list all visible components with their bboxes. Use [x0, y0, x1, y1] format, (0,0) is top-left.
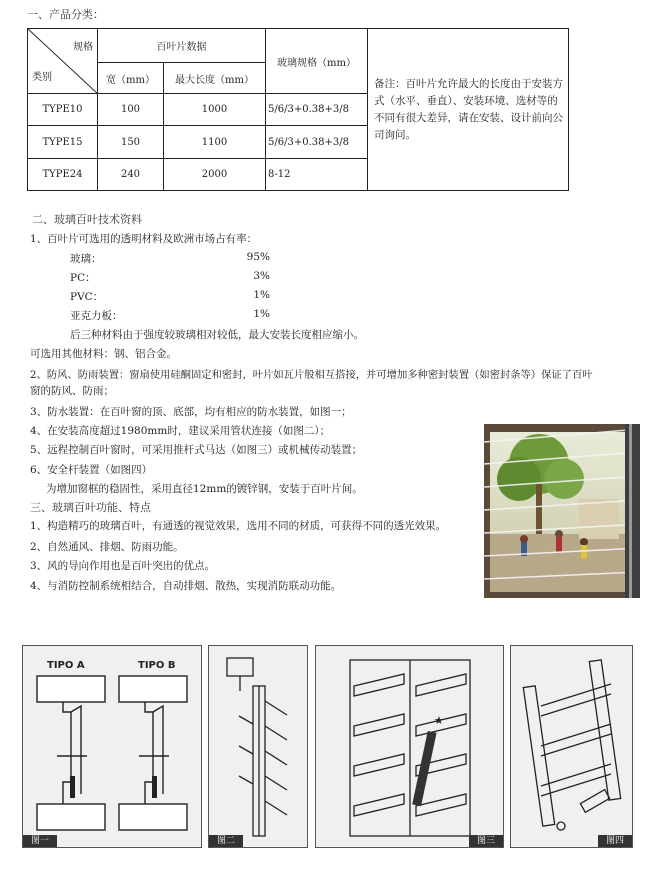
push-rod-motor-drawing — [316, 646, 503, 847]
cell-glass: 5/6/3+0.38+3/8 — [266, 126, 368, 159]
header-glass: 玻璃规格（mm） — [266, 29, 368, 94]
section3-item: 2、自然通风、排烟、防雨功能。 — [30, 541, 184, 553]
tube-connection-drawing — [209, 646, 307, 847]
section3-item: 3、风的导向作用也是百叶突出的优点。 — [30, 560, 216, 572]
figure3-label: 图三 — [469, 835, 503, 847]
section2-item5: 5、远程控制百叶窗时，可采用推杆式马达（如图三）或机械传动装置； — [30, 444, 363, 456]
cell-type: TYPE15 — [28, 126, 98, 159]
material-name: 亚克力板： — [70, 310, 123, 322]
section3-title: 三、玻璃百叶功能、特点 — [30, 501, 151, 514]
material-name: PVC： — [70, 291, 104, 303]
section2-item2-line2: 窗的防风、防雨； — [30, 385, 114, 397]
cell-glass: 5/6/3+0.38+3/8 — [266, 94, 368, 126]
section2-item1: 1、百叶片可选用的透明材料及欧洲市场占有率： — [30, 233, 258, 245]
tipo-a-label: TIPO A — [47, 660, 85, 671]
section2-title: 二、玻璃百叶技术资料 — [32, 213, 142, 226]
material-share: 3% — [253, 270, 270, 282]
cell-type: TYPE10 — [28, 94, 98, 126]
header-width: 宽（mm） — [98, 63, 164, 94]
section2-item6-detail: 为增加窗框的稳固性，采用直径12mm的镀锌钢，安装于百叶片间。 — [46, 483, 363, 495]
material-share: 1% — [253, 289, 270, 301]
material-share: 1% — [253, 308, 270, 320]
cell-width: 100 — [98, 94, 164, 126]
cell-max-length: 1000 — [164, 94, 266, 126]
material-name: 玻璃： — [70, 253, 102, 265]
tipo-b-label: TIPO B — [138, 660, 176, 671]
figure4-panel — [510, 645, 633, 848]
header-category: 类别 — [32, 72, 52, 83]
header-max-length: 最大长度（mm） — [164, 63, 266, 94]
section2-item4: 4、在安装高度超过1980mm时，建议采用管状连接（如图二）； — [30, 425, 331, 437]
figure1-label: 图一 — [23, 835, 57, 847]
louvre-window-photo — [484, 424, 640, 598]
figure1-panel — [22, 645, 202, 848]
material-share: 95% — [246, 251, 270, 263]
section3-item: 4、与消防控制系统相结合，自动排烟、散热，实现消防联动功能。 — [30, 580, 342, 592]
cell-max-length: 1100 — [164, 126, 266, 159]
table-note: 备注：百叶片允许最大的长度由于安装方式（水平、垂直）、安装环境、选材等的不同有很大差异，请在安装、设计前向公司询问。 — [368, 29, 569, 191]
figure4-label: 图四 — [598, 835, 632, 847]
cell-type: TYPE24 — [28, 159, 98, 191]
other-materials: 可选用其他材料：钢、铝合金。 — [30, 348, 177, 360]
section2-item6: 6、安全杆装置（如图四） — [30, 464, 153, 476]
figure2-label: 图二 — [209, 835, 243, 847]
svg-text:★: ★ — [434, 714, 444, 727]
figure2-panel — [208, 645, 308, 848]
safety-bar-drawing — [511, 646, 632, 847]
section1-title: 一、产品分类： — [27, 8, 104, 21]
cell-glass: 8-12 — [266, 159, 368, 191]
section2-item3: 3、防水装置：在百叶窗的顶、底部，均有相应的防水装置，如图一； — [30, 406, 352, 418]
figure3-panel — [315, 645, 504, 848]
materials-note: 后三种材料由于强度较玻璃相对较低，最大安装长度相应缩小。 — [70, 329, 364, 341]
product-spec-table — [27, 28, 569, 191]
waterproof-section-drawing — [23, 646, 201, 847]
header-spec: 规格 — [73, 42, 93, 53]
header-blade-data: 百叶片数据 — [98, 29, 266, 63]
cell-width: 240 — [98, 159, 164, 191]
section3-item: 1、构造精巧的玻璃百叶，有通透的视觉效果，选用不同的材质，可获得不同的透光效果。 — [30, 520, 447, 532]
section2-item2-line1: 2、防风、防雨装置：窗扇使用硅酮固定和密封，叶片如瓦片般相互搭接，并可增加多种密封装置（如密封条等）保证了百叶 — [30, 369, 593, 381]
cell-width: 150 — [98, 126, 164, 159]
material-name: PC： — [70, 272, 96, 284]
cell-max-length: 2000 — [164, 159, 266, 191]
diagonal-header-cell — [28, 29, 98, 94]
